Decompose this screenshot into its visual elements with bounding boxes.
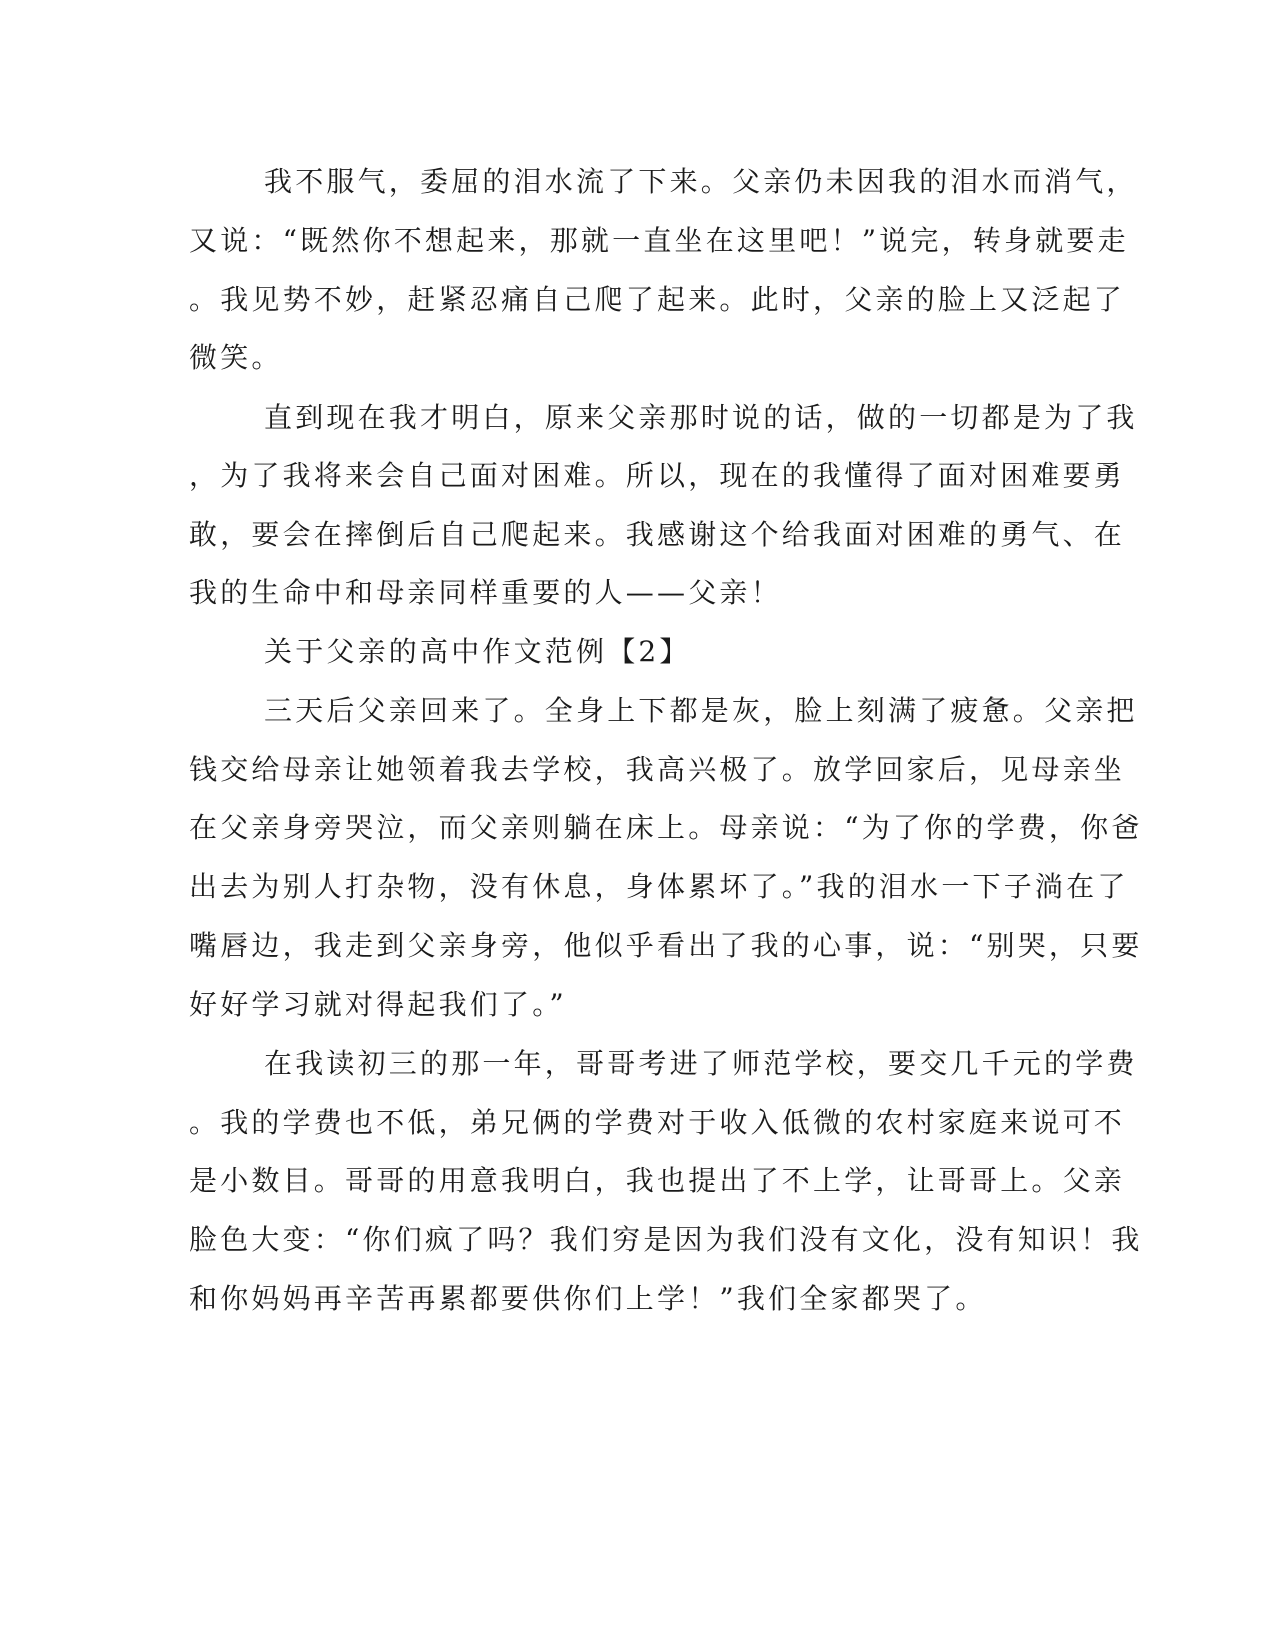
text-line: 我不服气，委屈的泪水流了下来。父亲仍未因我的泪水而消气，: [264, 165, 1138, 198]
text-line: 。我见势不妙，赶紧忍痛自己爬了起来。此时，父亲的脸上又泛起了: [189, 283, 1126, 316]
text-line: 在父亲身旁哭泣，而父亲则躺在床上。母亲说：“为了你的学费，你爸: [189, 811, 1143, 844]
text-line: 。我的学费也不低，弟兄俩的学费对于收入低微的农村家庭来说可不: [189, 1106, 1126, 1139]
text-line: 在我读初三的那一年，哥哥考进了师范学校，要交几千元的学费: [264, 1047, 1138, 1080]
text-line: 出去为别人打杂物，没有休息，身体累坏了。”我的泪水一下子淌在了: [189, 870, 1129, 903]
text-line: 好好学习就对得起我们了。”: [189, 988, 567, 1021]
text-line: 是小数目。哥哥的用意我明白，我也提出了不上学，让哥哥上。父亲: [189, 1164, 1126, 1197]
text-line: 微笑。: [189, 341, 283, 374]
text-line: 敢，要会在摔倒后自己爬起来。我感谢这个给我面对困难的勇气、在: [189, 518, 1126, 551]
text-line: 又说：“既然你不想起来，那就一直坐在这里吧！”说完，转身就要走: [189, 224, 1129, 257]
text-line: 三天后父亲回来了。全身上下都是灰，脸上刻满了疲惫。父亲把: [264, 694, 1138, 727]
text-line: 脸色大变：“你们疯了吗？我们穷是因为我们没有文化，没有知识！我: [189, 1223, 1143, 1256]
text-line: ，为了我将来会自己面对困难。所以，现在的我懂得了面对困难要勇: [189, 459, 1126, 492]
section-heading: 关于父亲的高中作文范例【2】: [264, 635, 691, 668]
text-line: 嘴唇边，我走到父亲身旁，他似乎看出了我的心事，说：“别哭，只要: [189, 929, 1143, 962]
text-line: 钱交给母亲让她领着我去学校，我高兴极了。放学回家后，见母亲坐: [189, 753, 1126, 786]
text-line: 我的生命中和母亲同样重要的人——父亲！: [189, 576, 782, 609]
text-line: 直到现在我才明白，原来父亲那时说的话，做的一切都是为了我: [264, 401, 1138, 434]
text-line: 和你妈妈再辛苦再累都要供你们上学！”我们全家都哭了。: [189, 1282, 987, 1315]
